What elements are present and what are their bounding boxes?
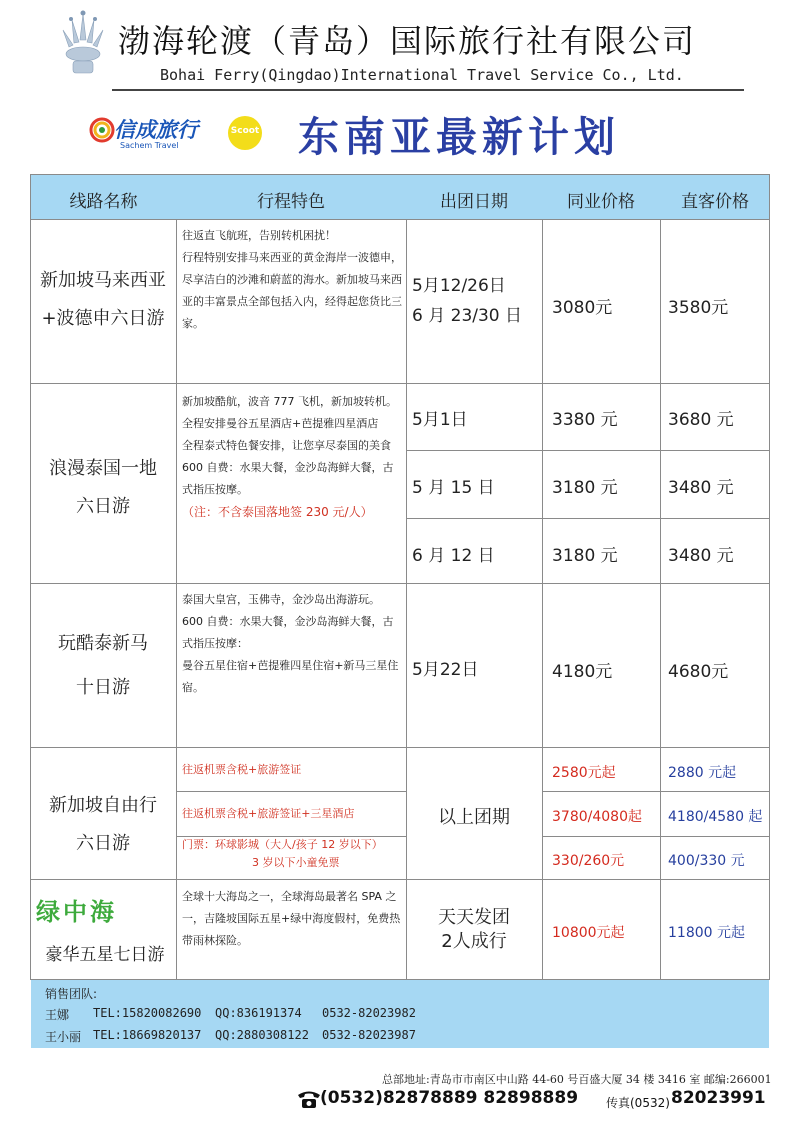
sales-member-name: 王娜 <box>45 1008 70 1022</box>
scoot-logo: Scoot <box>230 126 260 136</box>
route-name <box>30 936 180 974</box>
route-features <box>182 391 404 523</box>
col-divider <box>176 219 177 980</box>
departure-date: 天天发团 <box>438 907 510 928</box>
retail-price: 3680 元 <box>668 410 734 430</box>
trade-price: 4180元 <box>552 662 613 682</box>
fax-label: 传真(0532) <box>606 1096 670 1110</box>
sales-member-tel: TEL:15820082690 <box>93 1006 202 1020</box>
route-name-line: 新加坡马来西亚 <box>40 270 166 291</box>
company-name-cn: 渤海轮渡（青岛）国际旅行社有限公司 <box>118 22 697 60</box>
trade-price: 2580元起 <box>552 765 616 781</box>
route-name <box>31 787 175 863</box>
sales-member-qq: QQ:2880308122 <box>215 1028 309 1042</box>
route-name-line: 新加坡自由行 <box>49 795 157 816</box>
sales-member-name: 王小丽 <box>45 1030 82 1044</box>
retail-price: 400/330 元 <box>668 853 745 869</box>
departure-date: 5月12/26日 <box>412 276 506 296</box>
trade-price: 10800元起 <box>552 925 625 941</box>
sachem-travel-logo: 信成旅行 <box>114 118 198 142</box>
route-name-line: 六日游 <box>76 833 130 854</box>
departure-date: 6 月 23/30 日 <box>412 306 523 326</box>
departure-dates <box>406 906 542 954</box>
route-name-line: 十日游 <box>76 677 130 698</box>
col-header-date: 出团日期 <box>440 192 508 212</box>
col-divider <box>660 219 661 980</box>
fax-number: 82023991 <box>671 1088 766 1108</box>
trade-price: 3780/4080起 <box>552 809 642 825</box>
row-divider <box>30 583 770 584</box>
row-divider <box>406 518 770 519</box>
feature-text: 泰国大皇宫，玉佛寺，金沙岛出海游玩。 <box>182 593 380 606</box>
row-divider <box>542 836 770 837</box>
headquarters-address: 总部地址:青岛市市南区中山路 44-60 号百盛大厦 34 楼 3416 室 邮编:266001 <box>382 1073 772 1086</box>
col-header-route: 线路名称 <box>69 192 138 212</box>
row-divider <box>30 219 770 220</box>
page-title: 东南亚最新计划 <box>298 113 620 161</box>
feature-text: 行程特别安排马来西亚的黄金海岸一波德申，尽享洁白的沙滩和蔚蓝的海水。新加坡马来西亚的丰富景点全部包括入内，经得起您货比三家。 <box>182 251 402 330</box>
retail-price: 4180/4580 起 <box>668 809 763 825</box>
route-name-line: 玩酷泰新马 <box>58 633 148 654</box>
route-features <box>182 589 404 699</box>
route-name-line: 豪华五星七日游 <box>45 945 165 965</box>
departure-dates <box>412 271 522 331</box>
feature-text: 全程安排曼谷五星酒店+芭提雅四星酒店 <box>182 417 379 430</box>
route-features <box>182 886 404 952</box>
row-divider <box>30 383 770 384</box>
route-features <box>182 225 404 335</box>
feature-text: 曼谷五星住宿+芭提雅四星住宿+新马三星住宿。 <box>182 659 399 694</box>
route-name-line: 浪漫泰国一地 <box>49 458 157 479</box>
trade-price: 3380 元 <box>552 410 618 430</box>
retail-price: 11800 元起 <box>668 925 745 941</box>
trade-price: 3180 元 <box>552 478 618 498</box>
row-divider <box>542 791 770 792</box>
feature-text: 全球十大海岛之一，全球海岛最著名 SPA 之一，吉隆坡国际五星+绿中海度假村，免费热带雨林探险。 <box>182 890 401 947</box>
row-divider <box>30 747 770 748</box>
retail-price: 2880 元起 <box>668 765 737 781</box>
departure-date: 5月1日 <box>412 410 468 430</box>
trade-price: 3080元 <box>552 298 613 318</box>
col-divider <box>406 219 407 980</box>
feature-text: 全程泰式特色餐安排，让您享尽泰国的美食 <box>182 439 391 452</box>
sales-member-tel: TEL:18669820137 <box>93 1028 202 1042</box>
option-desc-line: 门票：环球影城（大人/孩子 12 岁以下） <box>182 838 383 851</box>
retail-price: 3480 元 <box>668 478 734 498</box>
trade-price: 330/260元 <box>552 853 625 869</box>
retail-price: 4680元 <box>668 662 729 682</box>
company-crown-logo <box>58 10 108 80</box>
option-desc: 往返机票含税+旅游签证+三星酒店 <box>182 807 355 820</box>
route-name-line: 六日游 <box>76 496 130 517</box>
route-name <box>31 450 175 526</box>
feature-text: 新加坡酷航，波音 777 飞机，新加坡转机。 <box>182 395 397 408</box>
green-sea-resort-logo: 绿中海 <box>36 897 117 926</box>
row-divider <box>406 450 770 451</box>
departure-date: 6 月 12 日 <box>412 546 495 566</box>
trade-price: 3180 元 <box>552 546 618 566</box>
contact-phones: (0532)82878889 82898889 <box>320 1088 579 1108</box>
sales-title: 销售团队: <box>45 987 98 1001</box>
departure-date: 5 月 15 日 <box>412 478 495 498</box>
option-desc-line: 3 岁以下小童免票 <box>252 856 340 869</box>
departure-date: 以上团期 <box>438 807 510 828</box>
sales-member-qq: QQ:836191374 <box>215 1006 302 1020</box>
feature-text: 往返直飞航班，告别转机困扰！ <box>182 229 336 242</box>
departure-date: 2人成行 <box>441 931 507 952</box>
sachem-travel-subtitle: Sachem Travel <box>120 141 179 150</box>
retail-price: 3580元 <box>668 298 729 318</box>
option-desc: 往返机票含税+旅游签证 <box>182 763 302 776</box>
feature-text: 600 自费：水果大餐，金沙岛海鲜大餐，古式指压按摩： <box>182 615 394 650</box>
retail-price: 3480 元 <box>668 546 734 566</box>
route-name <box>31 622 175 710</box>
departure-date: 5月22日 <box>412 660 479 680</box>
header-divider <box>112 89 744 91</box>
col-header-trade-price: 同业价格 <box>567 192 635 212</box>
row-divider <box>30 879 770 880</box>
col-header-retail-price: 直客价格 <box>681 192 749 212</box>
col-divider <box>542 219 543 980</box>
col-header-features: 行程特色 <box>257 192 325 212</box>
telephone-icon <box>296 1089 322 1109</box>
option-desc <box>182 836 404 872</box>
route-name <box>31 262 175 338</box>
visa-note: （注：不含泰国落地签 230 元/人） <box>182 505 373 519</box>
feature-text: 600 自费：水果大餐，金沙岛海鲜大餐，古式指压按摩。 <box>182 461 394 496</box>
sales-member-phone: 0532-82023987 <box>322 1028 416 1042</box>
route-name-line: +波德申六日游 <box>41 308 165 329</box>
company-name-en: Bohai Ferry(Qingdao)International Travel Service Co., Ltd. <box>160 66 684 84</box>
row-divider <box>176 791 406 792</box>
sales-member-phone: 0532-82023982 <box>322 1006 416 1020</box>
